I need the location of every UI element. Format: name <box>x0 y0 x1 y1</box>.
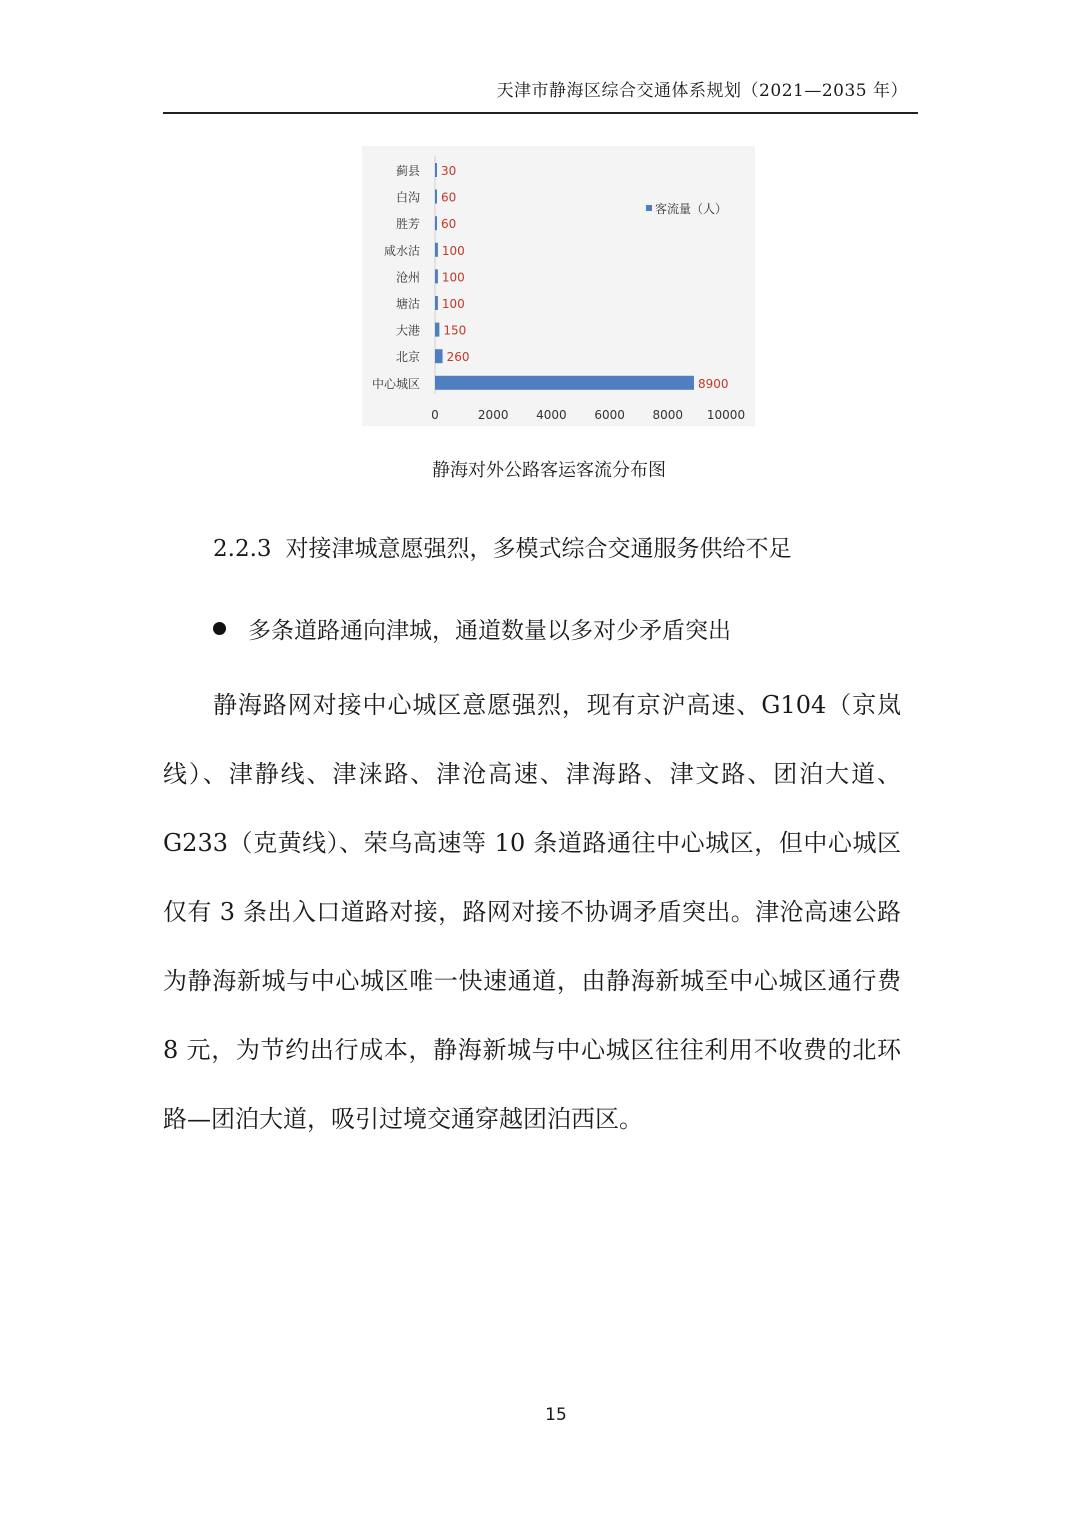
running-header-title: 天津市静海区综合交通体系规划（2021—2035 年） <box>496 81 908 101</box>
category-label: 大港 <box>395 323 420 338</box>
legend-swatch <box>646 205 652 211</box>
category-label: 沧州 <box>395 270 420 285</box>
data-label: 100 <box>441 270 465 285</box>
x-tick-label: 10000 <box>706 408 746 422</box>
bullet-text: 多条道路通向津城，通道数量以多对少矛盾突出 <box>248 618 731 644</box>
x-tick-label: 0 <box>431 408 439 422</box>
data-label: 150 <box>443 323 467 338</box>
category-label: 胜芳 <box>395 217 420 232</box>
x-tick-label: 6000 <box>594 408 625 422</box>
bar-5 <box>435 296 438 310</box>
bar-1 <box>435 190 437 204</box>
bar-2 <box>435 216 437 230</box>
bar-8 <box>435 376 694 390</box>
category-label: 咸水沽 <box>383 243 420 258</box>
data-label: 8900 <box>697 376 729 391</box>
category-label: 北京 <box>395 350 420 365</box>
section-heading <box>213 530 792 563</box>
category-label: 蓟县 <box>395 164 420 178</box>
x-tick-label: 4000 <box>536 408 567 422</box>
data-label: 260 <box>446 350 470 365</box>
figure-caption: 静海对外公路客运客流分布图 <box>432 460 666 481</box>
category-label: 塘沽 <box>395 297 420 311</box>
bar-4 <box>435 269 438 283</box>
category-label: 白沟 <box>395 190 420 205</box>
bar-7 <box>435 349 443 363</box>
page-number: 15 <box>545 1405 567 1425</box>
bar-6 <box>435 323 439 337</box>
data-label: 100 <box>441 297 465 311</box>
data-label: 60 <box>441 190 457 205</box>
bar-3 <box>435 243 438 257</box>
passenger-flow-chart <box>362 146 755 426</box>
category-label: 中心城区 <box>371 376 420 391</box>
bar-0 <box>435 163 437 177</box>
chart-canvas <box>362 146 755 426</box>
data-label: 100 <box>441 243 465 258</box>
x-tick-label: 2000 <box>477 408 509 422</box>
bullet-dot-icon <box>213 622 226 635</box>
section-title: 对接津城意愿强烈，多模式综合交通服务供给不足 <box>285 536 792 562</box>
data-label: 60 <box>441 217 457 232</box>
body-paragraph: 静海路网对接中心城区意愿强烈，现有京沪高速、G104（京岚线）、津静线、津涞路、津沧高速、津海路、津文路、团泊大道、G233（克黄线）、荣乌高速等 10 条道路通往中心城区，但中心城区仅有 3 条出入口道路对接，路网对接不协调矛盾突出。津沧高速公路为静海新城与中心城区唯一快速通道，由静海新城至中心城区通行费 8 元，为节约出行成本，静海新城与中心城区往往利用不收费的北环路—团泊大道，吸引过境交通穿越团泊西区。 <box>163 691 901 1133</box>
data-label: 30 <box>441 164 457 178</box>
header-divider <box>163 112 918 114</box>
legend-label: 客流量（人） <box>655 202 728 216</box>
bullet-item <box>213 612 731 645</box>
section-number: 2.2.3 <box>213 536 272 562</box>
x-tick-label: 8000 <box>652 408 684 422</box>
